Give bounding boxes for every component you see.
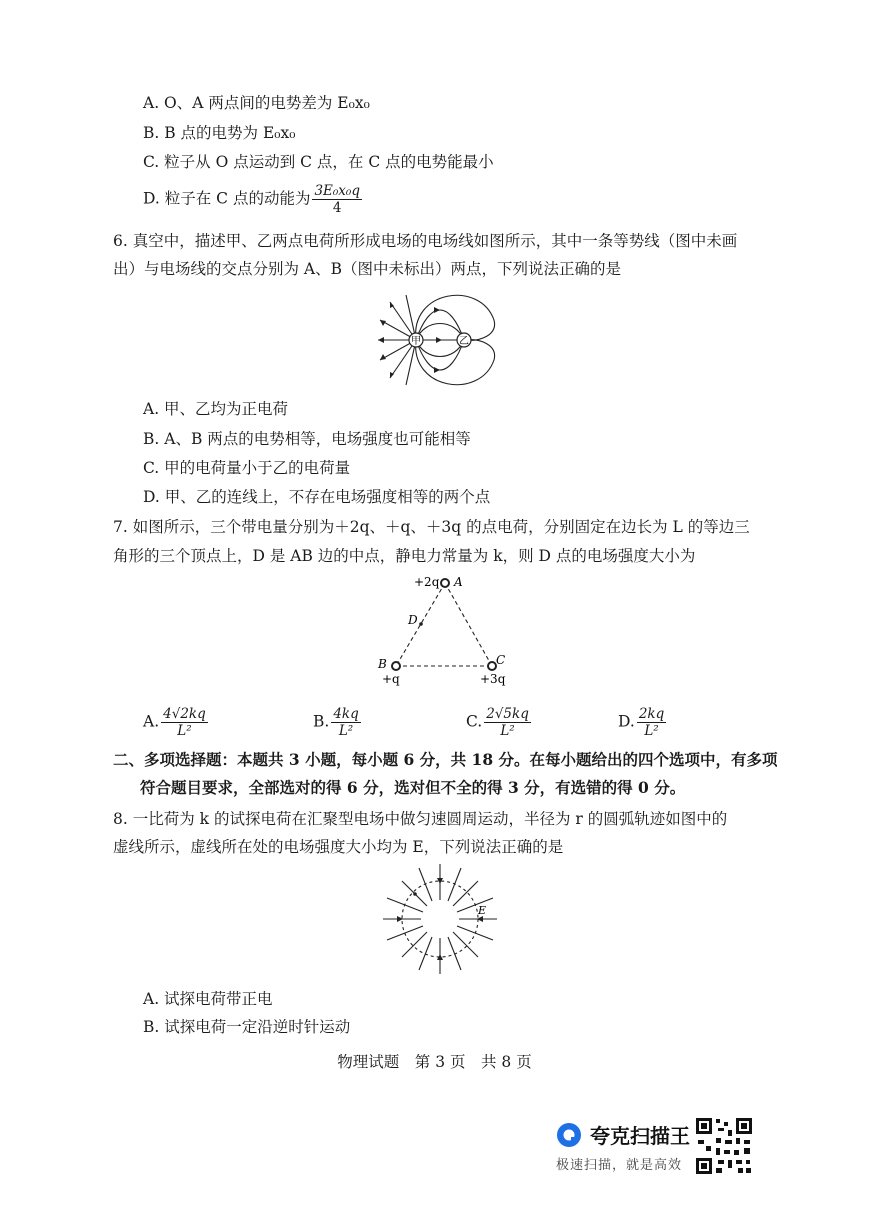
charge-a-label: +2q	[414, 575, 440, 589]
q6-option-b: B. A、B 两点的电势相等，电场强度也可能相等	[143, 430, 471, 448]
q7-stem-line1: 7. 如图所示，三个带电量分别为＋2q、＋q、＋3q 的点电荷，分别固定在边长为 L 的等边三	[113, 518, 750, 536]
q6-option-d: D. 甲、乙的连线上，不存在电场强度相等的两个点	[143, 488, 491, 506]
q6-option-a: A. 甲、乙均为正电荷	[143, 400, 289, 418]
q8-converging-field-figure	[375, 862, 505, 982]
fraction-denominator: L²	[644, 723, 659, 739]
fraction-numerator: 3E₀x₀q	[314, 183, 360, 199]
q7-option-d-fraction	[637, 706, 666, 739]
q5-option-b: B. B 点的电势为 E₀x₀	[143, 124, 296, 142]
vertex-c-label: C	[496, 653, 506, 667]
q8-stem-line1: 8. 一比荷为 k 的试探电荷在汇聚型电场中做匀速圆周运动，半径为 r 的圆弧轨迹如图中的	[113, 810, 728, 828]
fraction-denominator: 4	[332, 200, 342, 216]
q7-option-d-label: D.	[618, 712, 635, 731]
fraction-denominator: L²	[338, 723, 354, 739]
page-footer: 物理试题 第 3 页 共 8 页	[337, 1053, 532, 1071]
q6-field-line-figure	[370, 290, 510, 390]
field-e-label: E	[478, 904, 487, 917]
q7-option-c	[466, 706, 531, 739]
vertex-a-label: A	[454, 575, 463, 589]
fraction-numerator: 4√2kq	[163, 706, 206, 722]
watermark-brand-name: 夸克扫描王	[590, 1124, 690, 1148]
q7-option-b-fraction	[331, 706, 360, 739]
q5-option-d-fraction	[312, 183, 362, 216]
fraction-denominator: L²	[177, 723, 192, 739]
q6-stem-line2: 出）与电场线的交点分别为 A、B（图中未标出）两点，下列说法正确的是	[113, 260, 622, 278]
q7-option-b-label: B.	[313, 712, 330, 731]
q7-stem-line2: 角形的三个顶点上，D 是 AB 边的中点，静电力常量为 k，则 D 点的电场强度大小为	[113, 547, 696, 565]
q7-option-c-label: C.	[466, 712, 483, 731]
q6-stem-line1: 6. 真空中，描述甲、乙两点电荷所形成电场的电场线如图所示，其中一条等势线（图中未画	[113, 232, 738, 250]
fraction-numerator: 4kq	[333, 706, 359, 722]
q8-stem-line2: 虚线所示，虚线所在处的电场强度大小均为 E，下列说法正确的是	[113, 838, 564, 856]
point-d-label: D	[408, 613, 418, 627]
fraction-numerator: 2√5kq	[486, 706, 529, 722]
q5-option-c: C. 粒子从 O 点运动到 C 点，在 C 点的电势能最小	[143, 153, 494, 171]
section2-heading-line1: 二、多项选择题：本题共 3 小题，每小题 6 分，共 18 分。在每小题给出的四个选项中，有多项	[113, 750, 778, 769]
charge-b-label: +q	[382, 672, 400, 686]
quark-logo-icon	[556, 1122, 582, 1148]
vertex-b-label: B	[378, 657, 387, 671]
q7-option-a-fraction	[161, 706, 208, 739]
fraction-numerator: 2kq	[638, 706, 665, 722]
q7-option-b	[313, 706, 361, 739]
watermark-tagline: 极速扫描，就是高效	[556, 1158, 683, 1173]
qr-code-icon	[694, 1116, 754, 1176]
fraction-denominator: L²	[500, 723, 515, 739]
q7-triangle-figure	[370, 570, 520, 690]
q8-option-a: A. 试探电荷带正电	[143, 990, 273, 1008]
q7-option-d	[618, 706, 666, 739]
q5-option-d	[143, 183, 362, 216]
q8-option-b: B. 试探电荷一定沿逆时针运动	[143, 1018, 351, 1036]
q5-option-a: A. O、A 两点间的电势差为 E₀x₀	[143, 94, 370, 112]
charge-c-label: +3q	[480, 672, 506, 686]
q7-option-a-label: A.	[143, 712, 160, 731]
charge-left-label: 甲	[411, 336, 421, 347]
q6-option-c: C. 甲的电荷量小于乙的电荷量	[143, 459, 351, 477]
q5-option-d-text: D. 粒子在 C 点的动能为	[143, 189, 311, 208]
q7-option-c-fraction	[484, 706, 531, 739]
section2-heading-line2: 符合题目要求，全部选对的得 6 分，选对但不全的得 3 分，有选错的得 0 分。	[140, 778, 686, 797]
charge-right-label: 乙	[459, 336, 469, 347]
q7-option-a	[143, 706, 208, 739]
